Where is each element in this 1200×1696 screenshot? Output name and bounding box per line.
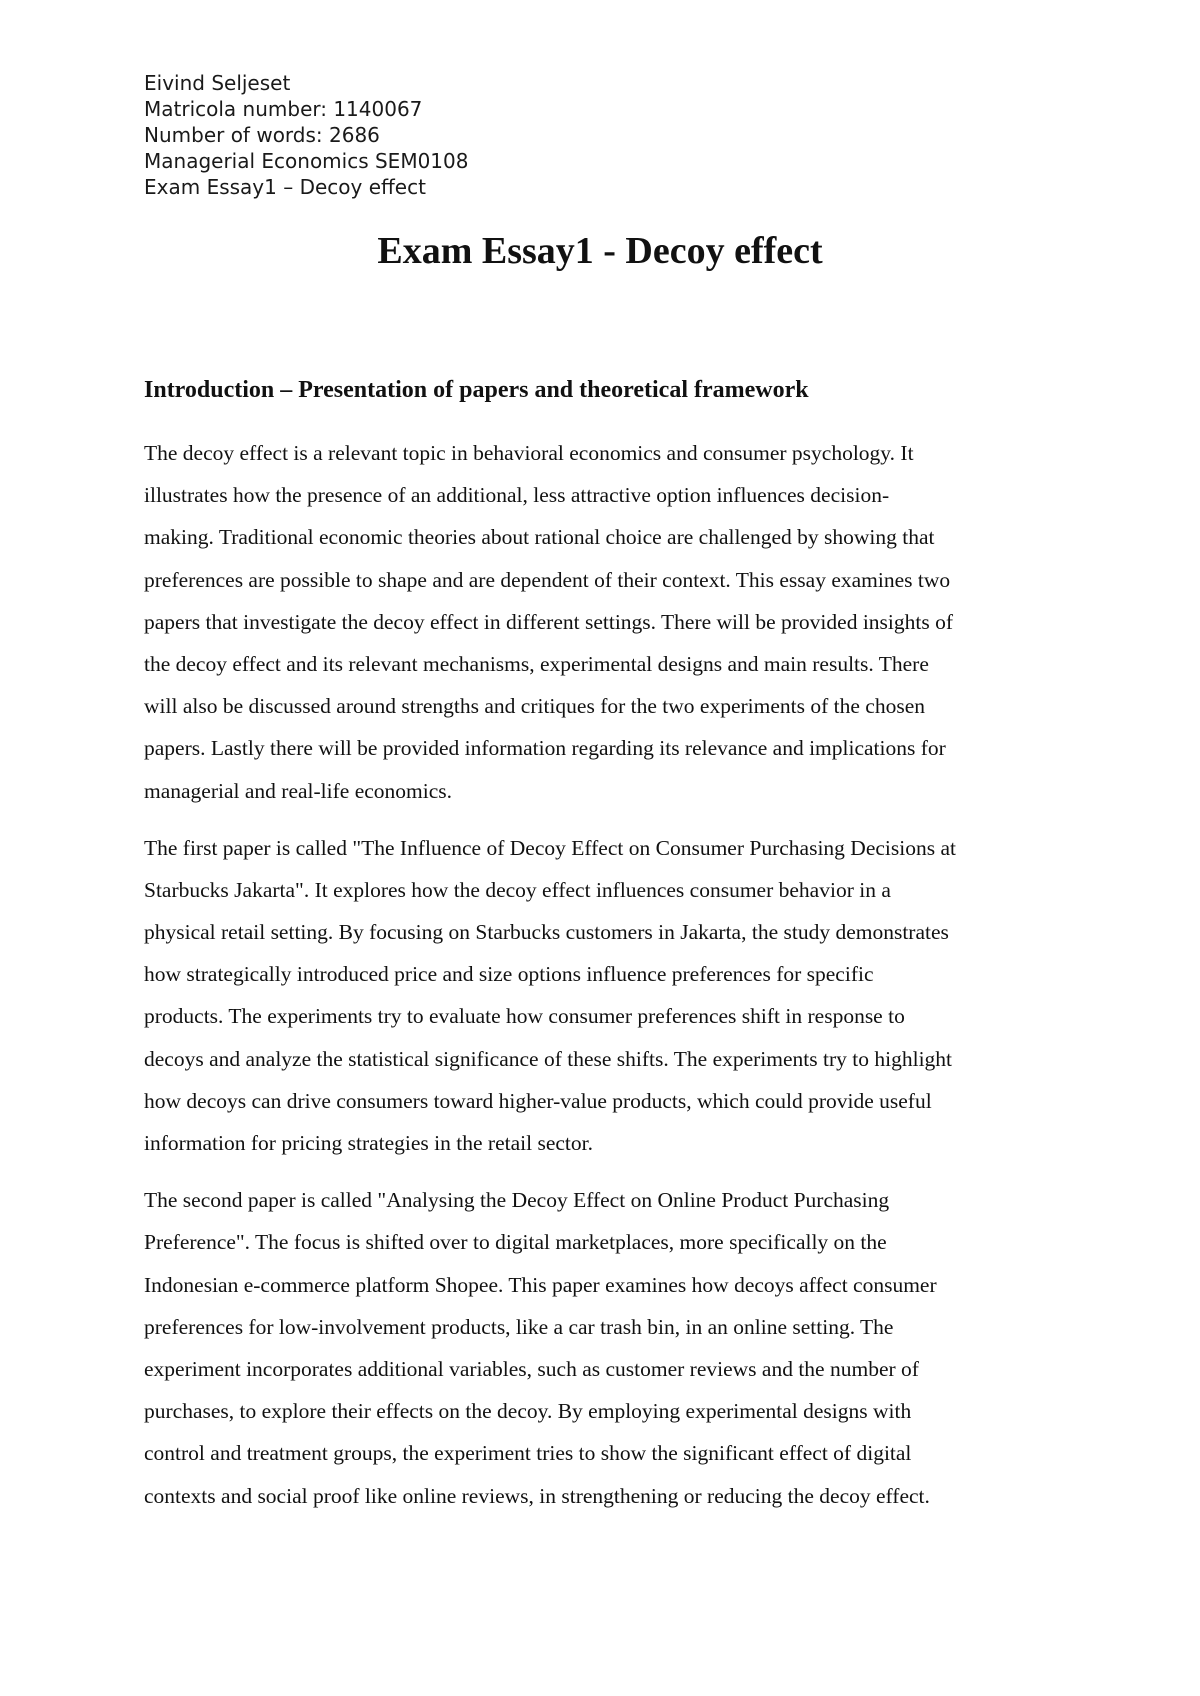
text-line: products. The experiments try to evaluate how consumer preferences shift in response to [144, 1004, 905, 1029]
text-line: physical retail setting. By focusing on Starbucks customers in Jakarta, the study demonstrates [144, 920, 949, 945]
text-line: The first paper is called "The Influence of Decoy Effect on Consumer Purchasing Decisions at [144, 835, 956, 860]
text-line: how decoys can drive consumers toward higher-value products, which could provide useful [144, 1088, 932, 1113]
text-line: information for pricing strategies in the retail sector. [144, 1131, 593, 1155]
text-line: illustrates how the presence of an additional, less attractive option influences decision- [144, 483, 890, 508]
text-line: the decoy effect and its relevant mechanisms, experimental designs and main results. There [144, 651, 929, 676]
text-line: decoys and analyze the statistical significance of these shifts. The experiments try to highlight [144, 1046, 953, 1071]
text-line: preferences are possible to shape and are dependent of their context. This essay examines two [144, 567, 951, 592]
text-line: control and treatment groups, the experiment tries to show the significant effect of digital [144, 1441, 912, 1466]
text-line: making. Traditional economic theories about rational choice are challenged by showing that [144, 525, 935, 550]
text-line: managerial and real-life economics. [144, 778, 453, 803]
text-line: purchases, to explore their effects on the decoy. By employing experimental designs with [144, 1399, 912, 1424]
text-line: Starbucks Jakarta". It explores how the decoy effect influences consumer behavior in a [144, 877, 891, 902]
text-line: contexts and social proof like online reviews, in strengthening or reducing the decoy effect. [144, 1483, 930, 1508]
assignment-name: Exam Essay1 – Decoy effect [144, 175, 426, 199]
author-name: Eivind Seljeset [144, 71, 291, 95]
text-line: papers. Lastly there will be provided information regarding its relevance and implications for [144, 736, 946, 761]
text-line: will also be discussed around strengths and critiques for the two experiments of the chosen [144, 694, 925, 719]
word-count: Number of words: 2686 [144, 123, 380, 147]
text-line: Preference". The focus is shifted over to digital marketplaces, more specifically on the [144, 1230, 887, 1255]
matricola-number: Matricola number: 1140067 [144, 97, 423, 121]
paragraph-intro [144, 432, 1064, 812]
text-line: The decoy effect is a relevant topic in behavioral economics and consumer psychology. It [144, 441, 914, 465]
text-line: Indonesian e-commerce platform Shopee. This paper examines how decoys affect consumer [144, 1272, 937, 1297]
document-title: Exam Essay1 - Decoy effect [377, 230, 823, 272]
paragraph-first-paper [144, 827, 1064, 1165]
body-text [144, 432, 1064, 1532]
course-name: Managerial Economics SEM0108 [144, 149, 469, 173]
text-line: The second paper is called "Analysing the Decoy Effect on Online Product Purchasing [144, 1188, 890, 1213]
text-line: how strategically introduced price and size options influence preferences for specific [144, 962, 874, 987]
paragraph-second-paper [144, 1179, 1064, 1517]
text-line: papers that investigate the decoy effect in different settings. There will be provided insights of [144, 609, 954, 634]
author-info-block [144, 70, 844, 200]
text-line: preferences for low-involvement products, like a car trash bin, in an online setting. The [144, 1314, 894, 1339]
text-line: experiment incorporates additional variables, such as customer reviews and the number of [144, 1356, 919, 1381]
section-heading: Introduction – Presentation of papers and theoretical framework [144, 377, 809, 403]
